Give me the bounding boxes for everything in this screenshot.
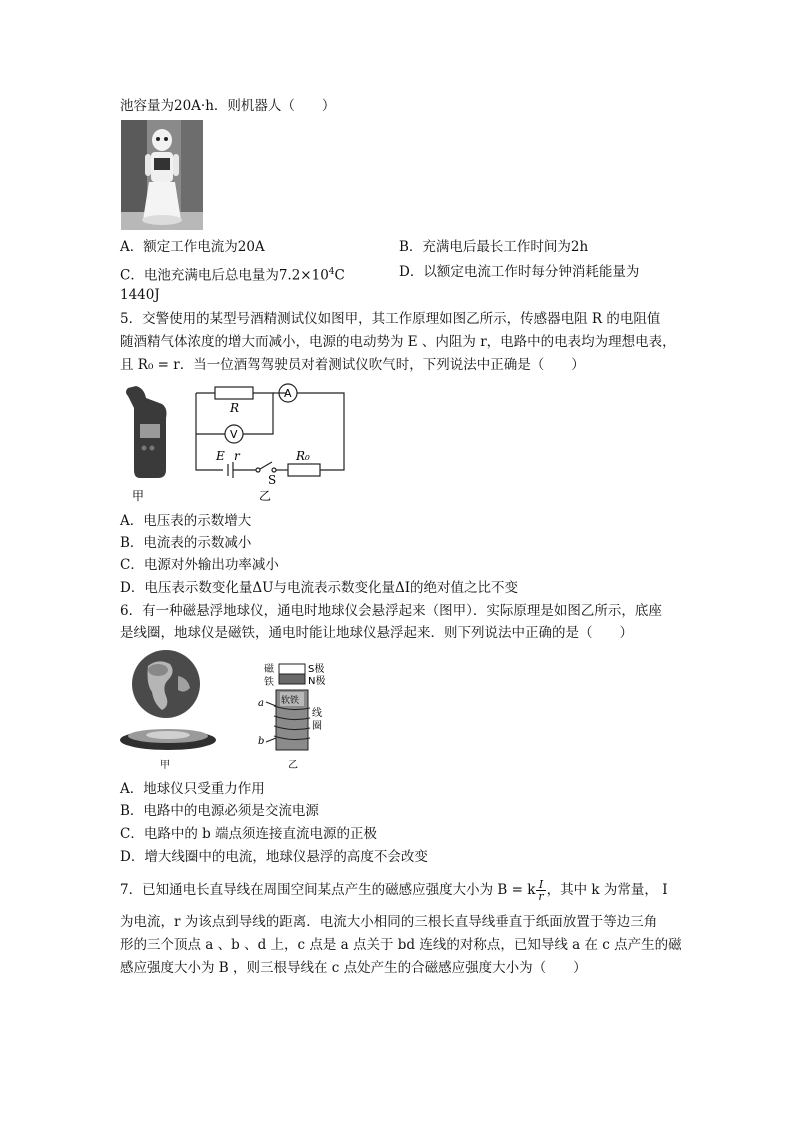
q5-r0-label: R₀ — [296, 449, 310, 463]
q7-stem-line1: 7．已知通电长直导线在周围空间某点产生的磁感应强度大小为 B = k $\frac{I}{r}$ ，其中 k 为常量， I — [120, 878, 668, 903]
q5-label-jia: 甲 — [132, 489, 145, 503]
q6-stem-line1: 6．有一种磁悬浮地球仪，通电时地球仪会悬浮起来（图甲）．实际原理是如图乙所示，底座 — [120, 603, 662, 619]
q4-stem: 池容量为20A·h．则机器人（ ） — [120, 98, 336, 114]
q5-option-a: A．电压表的示数增大 — [120, 513, 252, 529]
q6-magnet-label-tie: 铁 — [264, 677, 274, 688]
q5-stem-line1: 5．交警使用的某型号酒精测试仪如图甲，其工作原理如图乙所示，传感器电阻 R 的电阻值 — [120, 311, 661, 327]
q6-option-d: D．增大线圈中的电流，地球仪悬浮的高度不会改变 — [120, 849, 428, 865]
q6-coil-label-quan: 圈 — [312, 721, 322, 732]
q7-stem-line3: 形的三个顶点 a 、b 、d 上，c 点是 a 点关于 bd 连线的对称点，已知导线 a 在 c 点产生的磁 — [120, 937, 682, 953]
q5-figure — [118, 378, 348, 504]
q6-option-c: C．电路中的 b 端点须连接直流电源的正极 — [120, 826, 378, 842]
q6-n-pole-label: N极 — [308, 676, 326, 687]
q4-option-b: B．充满电后最长工作时间为2h — [399, 239, 589, 255]
q4-option-d-continued: 1440J — [120, 287, 160, 303]
q5-option-b: B．电流表的示数减小 — [120, 535, 252, 551]
q4-option-a: A．额定工作电流为20A — [120, 239, 265, 255]
q7-stem-line2: 为电流，r 为该点到导线的距离．电流大小相同的三根长直导线垂直于纸面放置于等边三角 — [120, 914, 658, 930]
q5-emf-label: E — [216, 449, 225, 463]
q4-option-d: D．以额定电流工作时每分钟消耗能量为 — [399, 264, 640, 280]
q6-coil-label-xian: 线 — [312, 708, 322, 719]
q6-terminal-b-label: b — [258, 736, 265, 747]
q6-option-a: A．地球仪只受重力作用 — [120, 781, 265, 797]
q6-soft-iron-label: 软铁 — [281, 696, 300, 706]
q5-option-c: C．电源对外输出功率减小 — [120, 557, 279, 573]
robot-photo — [121, 120, 203, 230]
q5-stem-line3: 且 R₀ = r．当一位酒驾驾驶员对着测试仪吹气时，下列说法中正确是（ ） — [120, 357, 585, 373]
q6-label-jia: 甲 — [160, 760, 170, 771]
q7-formula-fraction: $\frac{I}{r}$ — [538, 878, 544, 903]
q6-label-yi: 乙 — [288, 760, 298, 771]
q4-option-c: C．电池充满电后总电量为$7.2\times 10^4C$ — [120, 267, 345, 284]
q6-magnet-label-ci: 磁 — [264, 664, 274, 675]
q5-stem-line2: 随酒精气体浓度的增大而减小，电源的电动势为 E 、内阻为 r，电路中的电表均为理想电表， — [120, 334, 676, 350]
q6-figure — [118, 646, 343, 774]
q6-stem-line2: 是线圈，地球仪是磁铁，通电时能让地球仪悬浮起来．则下列说法中正确的是（ ） — [120, 625, 633, 641]
q6-option-b: B．电路中的电源必须是交流电源 — [120, 803, 319, 819]
q6-terminal-a-label: a — [258, 698, 264, 709]
q5-internal-r-label: r — [234, 449, 240, 463]
q5-switch-label: S — [268, 473, 277, 487]
q5-voltmeter-label: V — [230, 428, 238, 441]
q5-ammeter-label: A — [284, 387, 292, 400]
q5-option-d: D．电压表示数变化量ΔU与电流表示数变化量ΔI的绝对值之比不变 — [120, 580, 519, 596]
q7-stem-line4: 感应强度大小为 B ，则三根导线在 c 点处产生的合磁感应强度大小为（ ） — [120, 960, 587, 976]
q6-s-pole-label: S极 — [308, 664, 325, 675]
q5-resistor-r-label: R — [230, 401, 240, 415]
q5-label-yi: 乙 — [259, 489, 272, 503]
